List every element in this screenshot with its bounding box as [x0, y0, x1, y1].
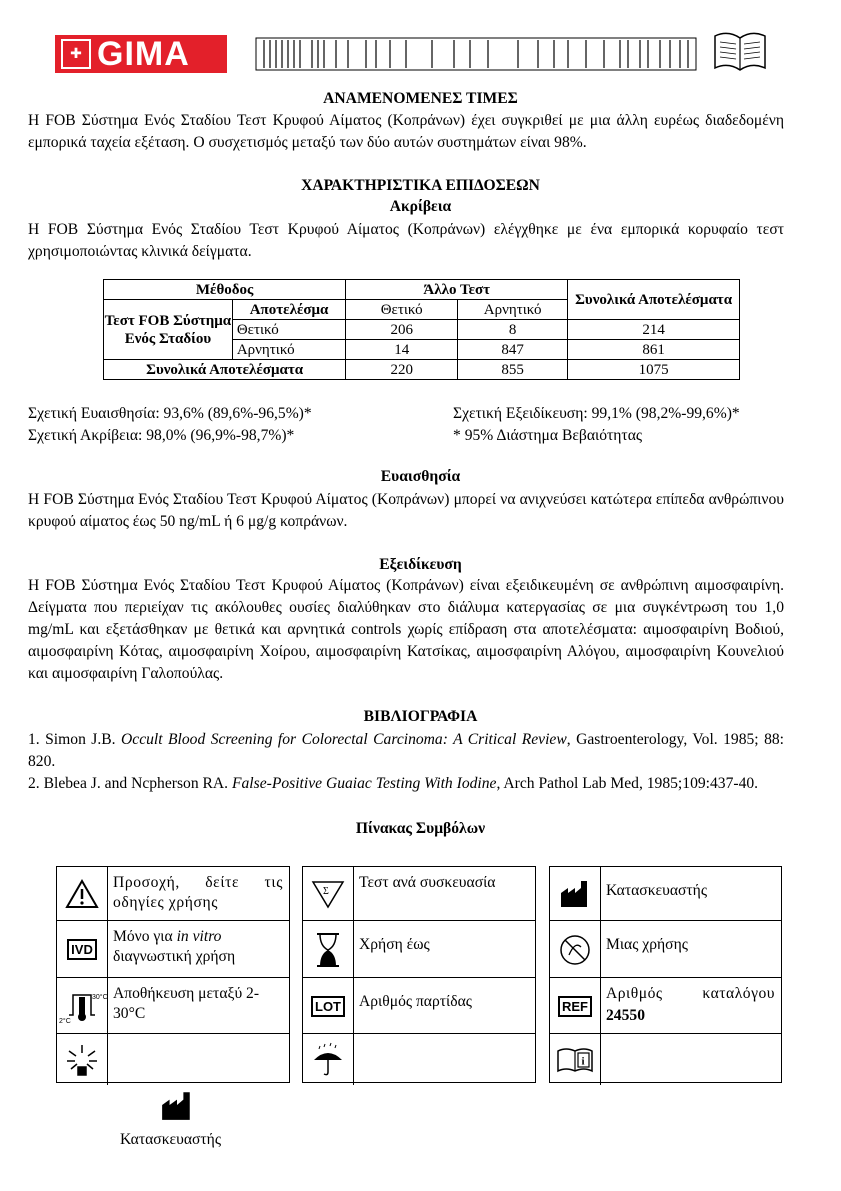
- ref-number: 24550: [606, 1007, 645, 1024]
- row-label: Αρνητικό: [232, 340, 345, 360]
- reference-2: [28, 773, 784, 795]
- single-use-text: Μιας χρήσης: [606, 936, 688, 953]
- ref-icon: [550, 978, 601, 1034]
- performance-text: Η FOB Σύστημα Ενός Σταδίου Τεστ Κρυφού Αίματος (Κοπράνων) ελέγχθηκε με ένα εμπορικά κορυφαίο τεστ χρησιμοποιώντας κλινικά δείγματα.: [28, 221, 784, 260]
- lot-icon: [303, 978, 354, 1034]
- cell-negative: 847: [458, 340, 568, 360]
- symbol-consult-instructions: [550, 1033, 781, 1085]
- totals-total: 1075: [568, 360, 740, 380]
- table-header-other-test: Άλλο Τεστ: [346, 280, 568, 300]
- symbol-ref: [550, 977, 781, 1034]
- ivd-text-b: in vitro: [176, 928, 222, 945]
- do-not-reuse-icon: [550, 921, 601, 978]
- temp-high-label: 30°C: [92, 994, 108, 1001]
- ivd-icon: [57, 921, 108, 978]
- table-row-totals: [104, 360, 740, 380]
- cell-positive: 206: [346, 320, 458, 340]
- table-test-name: Τεστ FOB Σύστημα Ενός Σταδίου: [104, 300, 233, 360]
- lot-label: LOT: [311, 996, 345, 1017]
- symbol-manufacturer: [550, 867, 781, 920]
- expiry-text: Χρήση έως: [359, 936, 430, 953]
- stat-specificity: Σχετική Εξειδίκευση: 99,1% (98,2%-99,6%)*: [453, 405, 740, 422]
- cell-positive: 14: [346, 340, 458, 360]
- specificity-text: Η FOB Σύστημα Ενός Σταδίου Τεστ Κρυφού Αίματος (Κοπράνων) είναι εξειδικευμένη σε ανθρώπινη αιμοσφαιρίνη. Δείγματα που περιείχαν τις ακόλουθες ουσίες διαλύθηκαν στο διάλυμα κατεργασίας σε μια συγκέντρωση του 1,0 mg/mL και εξετάσθηκαν με θετικά και αρνητικά controls χωρίς επίδραση στα αποτελέσματα: αιμοσφαιρίνη Βοδιού, αιμοσφαιρίνη Κότας, αιμοσφαιρίνη Χοίρου, αιμοσφαιρίνη Κατσίκας, αιμοσφαιρίνη Αλόγου, αιμοσφαιρίνη Κουνελιού και αιμοσφαιρίνη Γαλοπούλας.: [28, 577, 784, 682]
- symbol-tests-per-kit: [303, 867, 535, 920]
- factory-icon: [550, 867, 601, 920]
- logo-text: GIMA: [97, 34, 190, 73]
- cell-total: 861: [568, 340, 740, 360]
- ref1-author: 1. Simon J.B.: [28, 731, 122, 748]
- symbol-sunlight: [57, 1033, 289, 1085]
- performance-title: ΧΑΡΑΚΤΗΡΙΣΤΙΚΑ ΕΠΙΔΟΣΕΩΝ: [301, 177, 540, 194]
- symbol-ivd: [57, 920, 289, 978]
- stat-sensitivity: Σχετική Ευαισθησία: 93,6% (89,6%-96,5%)*: [28, 405, 312, 422]
- ref-label: REF: [558, 996, 592, 1017]
- accuracy-subtitle: Ακρίβεια: [389, 198, 452, 215]
- ref-text: Αριθμός καταλόγου: [606, 985, 775, 1002]
- symbols-title: Πίνακας Συμβόλων: [355, 820, 486, 837]
- umbrella-icon: [303, 1034, 354, 1085]
- row-label: Θετικό: [232, 320, 345, 340]
- table-header-result: Αποτελέσμα: [232, 300, 345, 320]
- keep-away-from-sunlight-icon: [57, 1034, 108, 1085]
- table-header-positive: Θετικό: [346, 300, 458, 320]
- bibliography-title: ΒΙΒΛΙΟΓΡΑΦΙΑ: [363, 708, 478, 725]
- storage-text: Αποθήκευση μεταξύ 2-30°C: [113, 985, 260, 1022]
- warning-icon: [57, 867, 108, 920]
- hourglass-icon: [303, 921, 354, 978]
- totals-positive: 220: [346, 360, 458, 380]
- tests-per-kit-icon: [303, 867, 354, 920]
- table-header-method: Μέθοδος: [104, 280, 346, 300]
- symbol-caution: [57, 867, 289, 920]
- stat-confidence: * 95% Διάστημα Βεβαιότητας: [453, 427, 643, 444]
- caution-text: Προσοχή, δείτε τις οδηγίες χρήσης: [113, 874, 283, 911]
- expected-values-text: Η FOB Σύστημα Ενός Σταδίου Τεστ Κρυφού Αίματος (Κοπράνων) έχει συγκριθεί με μια άλλη ευρέως διαδεδομένη εμπορικά ταχεία εξέταση. Ο συσχετισμός μεταξύ των δύο αυτών συστημάτων είναι 98%.: [28, 112, 784, 151]
- table-header-negative: Αρνητικό: [458, 300, 568, 320]
- table-header-total: Συνολικά Αποτελέσματα: [568, 280, 740, 320]
- expected-values-title: ΑΝΑΜΕΝΟΜΕΝΕΣ ΤΙΜΕΣ: [323, 90, 518, 107]
- symbol-lot: [303, 977, 535, 1034]
- tests-per-kit-text: Τεστ ανά συσκευασία: [359, 874, 496, 891]
- lot-text: Αριθμός παρτίδας: [359, 993, 472, 1010]
- ref1-source: , Gastroenterology, Vol. 1985; 88: 820.: [28, 731, 784, 770]
- symbol-single-use: [550, 920, 781, 978]
- ivd-text: [113, 927, 283, 967]
- ref2-title: False-Positive Guaiac Testing With Iodine: [231, 775, 497, 792]
- gima-logo: [55, 35, 227, 73]
- temp-low-label: 2°C: [59, 1018, 71, 1025]
- cell-total: 214: [568, 320, 740, 340]
- totals-label: Συνολικά Αποτελέσματα: [104, 360, 346, 380]
- sensitivity-title: Ευαισθησία: [380, 468, 461, 485]
- symbol-expiry: [303, 920, 535, 978]
- specificity-title: Εξειδίκευση: [379, 556, 462, 573]
- cell-negative: 8: [458, 320, 568, 340]
- stat-accuracy: Σχετική Ακρίβεια: 98,0% (96,9%-98,7%)*: [28, 427, 295, 444]
- manual-book-icon: [710, 28, 770, 73]
- symbols-column-2: [302, 866, 536, 1083]
- symbol-storage: [57, 977, 289, 1034]
- logo-emblem-icon: ✚: [61, 39, 91, 69]
- totals-negative: 855: [458, 360, 568, 380]
- ivd-text-a: Μόνο για: [113, 928, 177, 945]
- ivd-label: IVD: [67, 939, 97, 960]
- barcode-graphic: [256, 38, 696, 70]
- ref2-source: , Arch Pathol Lab Med, 1985;109:437-40.: [496, 775, 759, 792]
- ref2-author: 2. Blebea J. and Ncpherson RA.: [28, 775, 232, 792]
- symbols-column-3: [549, 866, 782, 1083]
- footer-manufacturer-label: Κατασκευαστής: [120, 1131, 221, 1148]
- symbols-column-1: [56, 866, 290, 1083]
- sigma-glyph: Σ: [323, 885, 329, 897]
- reference-1: [28, 729, 784, 773]
- performance-table: [103, 279, 740, 380]
- footer-factory-icon: [160, 1090, 194, 1122]
- symbol-keep-dry: [303, 1033, 535, 1085]
- sensitivity-text: Η FOB Σύστημα Ενός Σταδίου Τεστ Κρυφού Αίματος (Κοπράνων) μπορεί να ανιχνεύσει κατώτερα επίπεδα ανθρώπινου κρυφού αίματος έως 50 ng/mL ή 6 μg/g κοπράνων.: [28, 491, 784, 530]
- info-glyph: i: [581, 1055, 585, 1067]
- manufacturer-text: Κατασκευαστής: [606, 882, 707, 899]
- temperature-limit-icon: [57, 978, 108, 1034]
- ivd-text-c: διαγνωστική χρήση: [113, 948, 236, 965]
- ref1-title: Occult Blood Screening for Colorectal Carcinoma: A Critical Review: [121, 731, 567, 748]
- consult-instructions-icon: [550, 1034, 601, 1085]
